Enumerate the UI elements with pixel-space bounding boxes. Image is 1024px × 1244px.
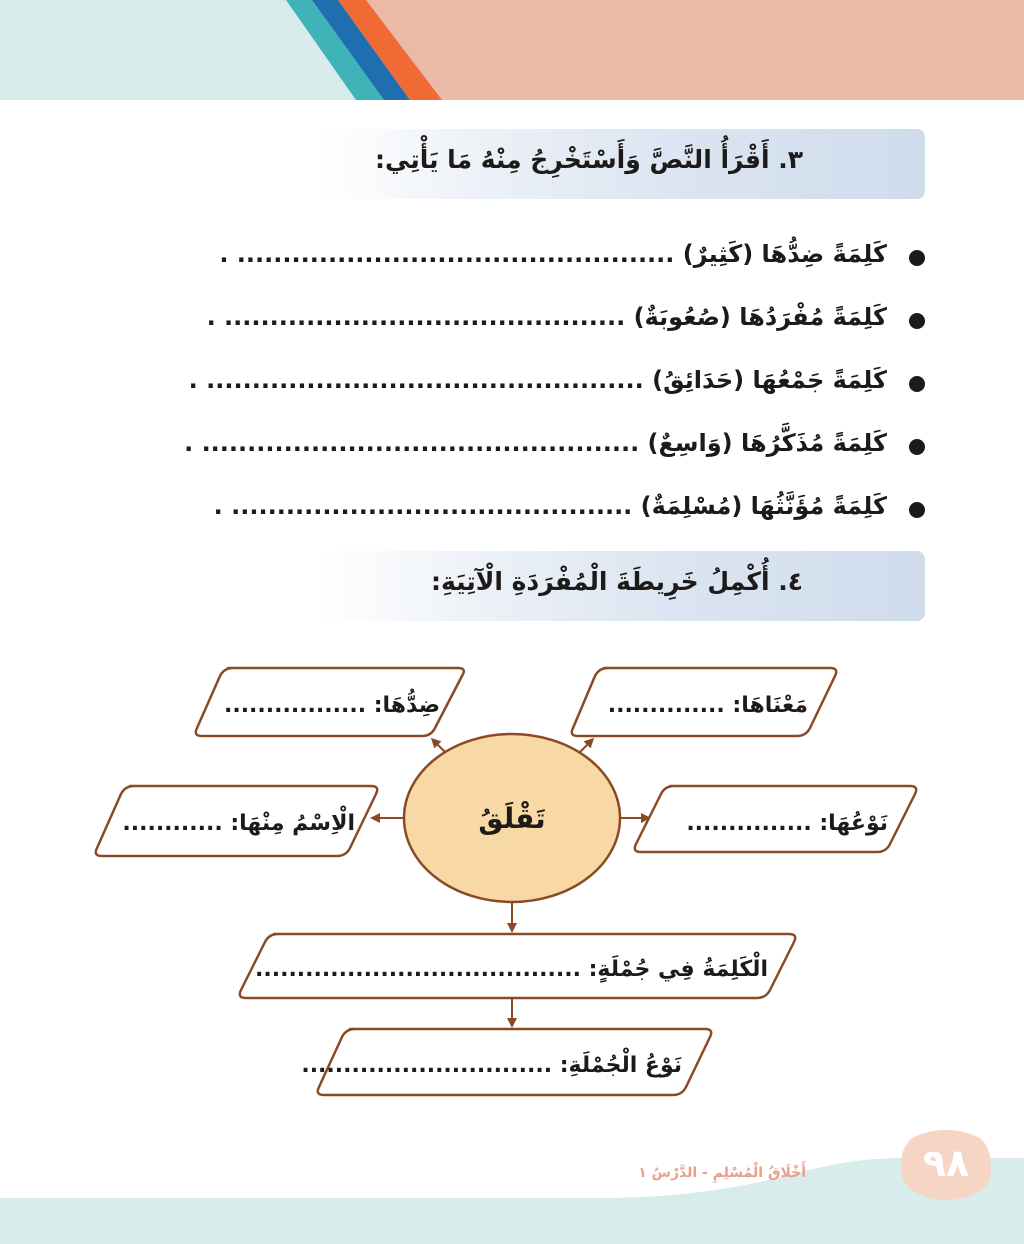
- label-sentence-type: نَوْعُ الْجُمْلَةِ: ..............................: [301, 1053, 682, 1078]
- header-salmon-band: [330, 0, 1024, 100]
- bullet-icon: [909, 502, 925, 518]
- label-sentence: الْكَلِمَةُ فِي جُمْلَةٍ: .......................................: [255, 957, 768, 982]
- exercise-item-text: كَلِمَةً جَمْعُهَا (حَدَائِقُ) ................................................ .: [188, 366, 887, 394]
- exercise-item-text: كَلِمَةً ضِدُّهَا (كَثِيرٌ) ................................................ .: [219, 240, 887, 268]
- label-type: نَوْعُهَا: ...............: [686, 811, 888, 836]
- page-header-band: [0, 0, 1024, 100]
- bullet-icon: [909, 439, 925, 455]
- exercise-item-text: كَلِمَةً مُفْرَدُهَا (صُعُوبَةٌ) ............................................ .: [206, 303, 887, 331]
- section-3-title: ٣. أَقْرَأُ النَّصَّ وَأَسْتَخْرِجُ مِنْهُ مَا يَأْتِي:: [375, 145, 803, 174]
- exercise-item-text: كَلِمَةً مُؤَنَّثُهَا (مُسْلِمَةٌ) ............................................ .: [213, 492, 887, 520]
- section-3-title-bar: [318, 129, 925, 199]
- label-noun: الْاِسْمُ مِنْهَا: ............: [122, 811, 355, 836]
- label-meaning: مَعْنَاهَا: ..............: [607, 693, 808, 718]
- bullet-icon: [909, 376, 925, 392]
- bullet-icon: [909, 250, 925, 266]
- page-footer: [0, 1130, 1024, 1244]
- word-map: [0, 640, 1024, 1120]
- exercise-item-text: كَلِمَةً مُذَكَّرُهَا (وَاسِعٌ) ................................................ .: [184, 429, 887, 457]
- footer-book-title: أَخْلَاقُ الْمُسْلِمِ - الدَّرْسُ ١: [638, 1165, 806, 1181]
- section-4-title-bar: [318, 551, 925, 621]
- center-word: تَقْلَقُ: [478, 802, 546, 835]
- page-number: ٩٨: [922, 1141, 970, 1185]
- section-4-title: ٤. أُكْمِلُ خَرِيطَةَ الْمُفْرَدَةِ الْآتِيَةِ:: [430, 567, 803, 596]
- bullet-icon: [909, 313, 925, 329]
- label-opposite: ضِدُّهَا: .................: [223, 693, 440, 718]
- footer-wave: [0, 1158, 1024, 1244]
